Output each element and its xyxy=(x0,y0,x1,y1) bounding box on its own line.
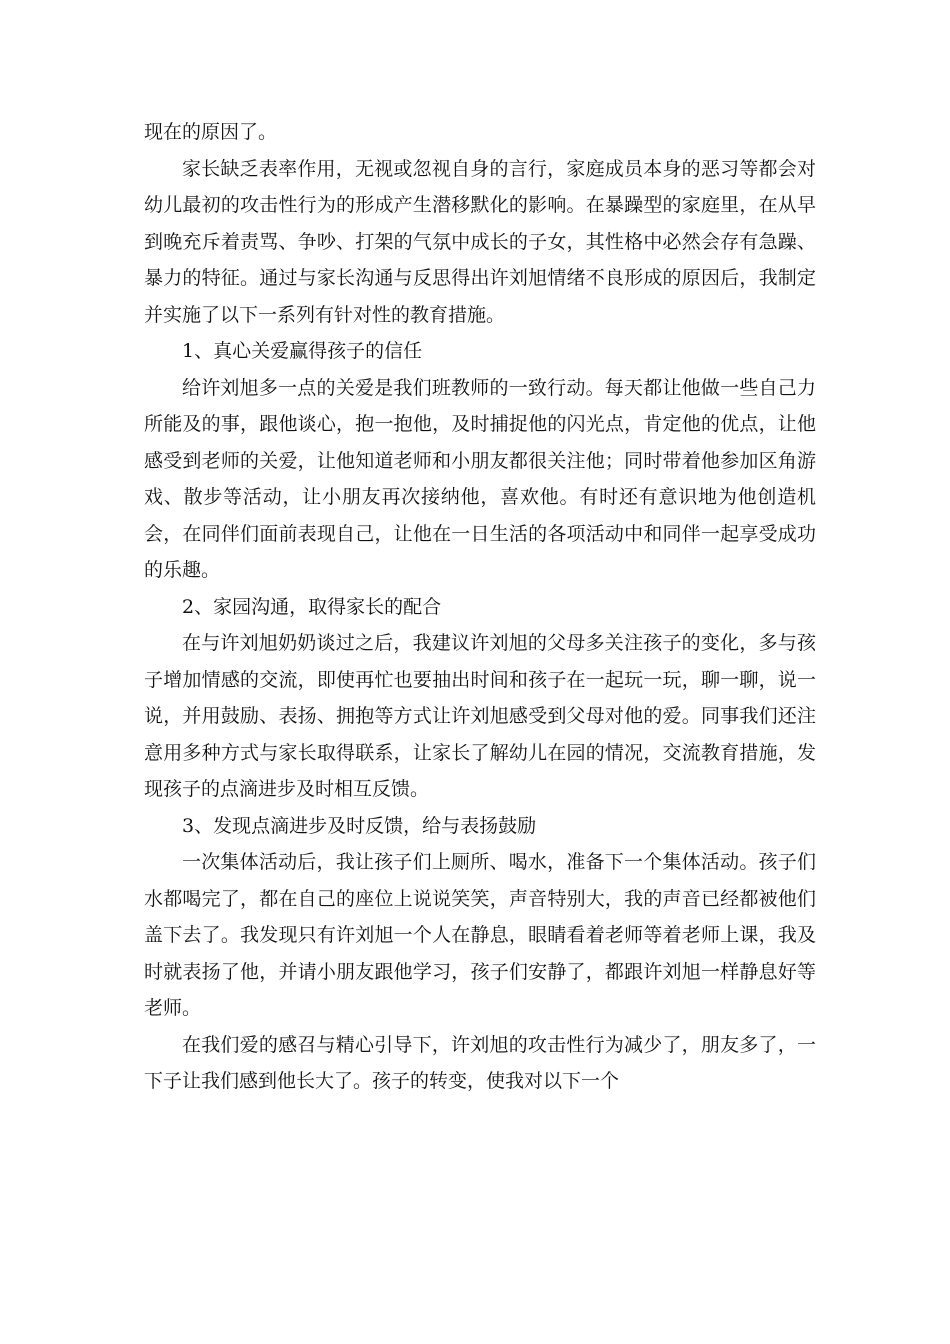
paragraph-family-influence: 家长缺乏表率作用，无视或忽视自身的言行，家庭成员本身的恶习等都会对幼儿最初的攻击性行为的形成产生潜移默化的影响。在暴躁型的家庭里，在从早到晚充斥着责骂、争吵、打架的气氛中成长的子女，其性格中必然会存有急躁、暴力的特征。通过与家长沟通与反思得出许刘旭情绪不良形成的原因后，我制定并实施了以下一系列有针对性的教育措施。 xyxy=(144,157,816,326)
section-heading-3: 3、发现点滴进步及时反馈，给与表扬鼓励 xyxy=(182,814,537,837)
document-page xyxy=(144,114,816,1100)
paragraph-conclusion: 在我们爱的感召与精心引导下，许刘旭的攻击性行为减少了，朋友多了，一下子让我们感到他长大了。孩子的转变，使我对以下一个 xyxy=(144,1033,816,1092)
paragraph-home-school: 在与许刘旭奶奶谈过之后，我建议许刘旭的父母多关注孩子的变化，多与孩子增加情感的交流，即使再忙也要抽出时间和孩子在一起玩一玩，聊一聊，说一说，并用鼓励、表扬、拥抱等方式让许刘旭感受到父母对他的爱。同事我们还注意用多种方式与家长取得联系，让家长了解幼儿在园的情况，交流教育措施，发现孩子的点滴进步及时相互反馈。 xyxy=(144,632,816,800)
section-heading-1: 1、真心关爱赢得孩子的信任 xyxy=(182,340,423,362)
paragraph-praise-example: 一次集体活动后，我让孩子们上厕所、喝水，准备下一个集体活动。孩子们水都喝完了，都在自己的座位上说说笑笑，声音特别大，我的声音已经都被他们盖下去了。我发现只有许刘旭一个人在静息，眼睛看着老师等着老师上课，我及时就表扬了他，并请小朋友跟他学习，孩子们安静了，都跟许刘旭一样静息好等老师。 xyxy=(144,851,816,1019)
section-heading-2: 2、家园沟通，取得家长的配合 xyxy=(182,595,442,618)
paragraph-continuation: 现在的原因了。 xyxy=(144,121,278,143)
paragraph-care: 给许刘旭多一点的关爱是我们班教师的一致行动。每天都让他做一些自己力所能及的事，跟他谈心，抱一抱他，及时捕捉他的闪光点，肯定他的优点，让他感受到老师的关爱，让他知道老师和小朋友都很关注他；同时带着他参加区角游戏、散步等活动，让小朋友再次接纳他，喜欢他。有时还有意识地为他创造机会，在同伴们面前表现自己，让他在一日生活的各项活动中和同伴一起享受成功的乐趣。 xyxy=(144,376,816,581)
